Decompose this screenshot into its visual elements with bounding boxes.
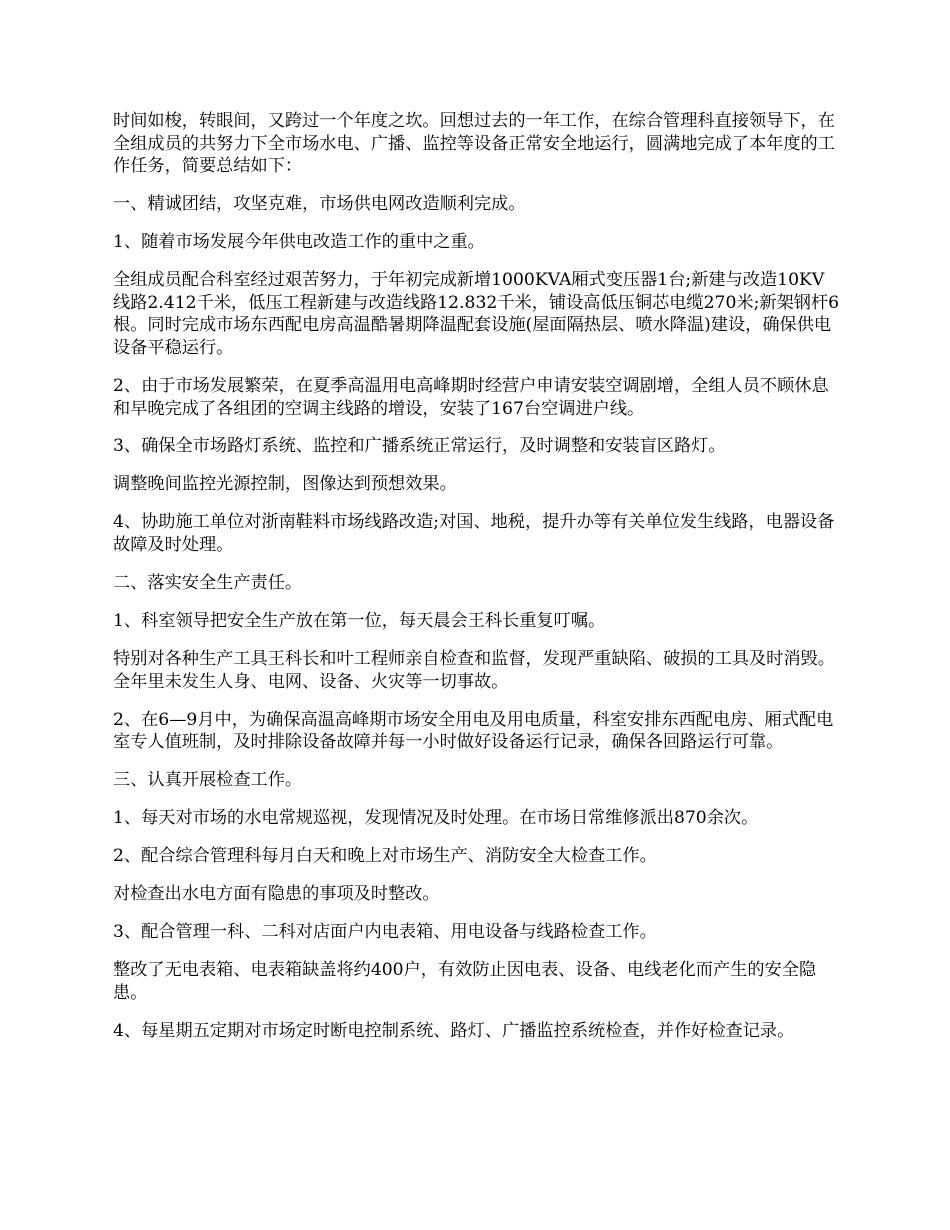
paragraph-2-2: 2、在6—9月中，为确保高温高峰期市场安全用电及用电质量，科室安排东西配电房、厢式配电室专人值班制，及时排除设备故障并每一小时做好设备运行记录，确保各回路运行可靠。 xyxy=(113,709,834,753)
paragraph-3-2: 2、配合综合管理科每月白天和晚上对市场生产、消防安全大检查工作。 xyxy=(113,846,657,867)
paragraph-1-3-detail: 调整晚间监控光源控制，图像达到预想效果。 xyxy=(113,474,457,495)
section-heading-2: 二、落实安全生产责任。 xyxy=(113,573,303,594)
paragraph-1-1-detail: 全组成员配合科室经过艰苦努力，于年初完成新增1000KVA厢式变压器1台;新建与改造10KV线路2.412千米，低压工程新建与改造线路12.832千米，铺设高低压铜芯电缆270米;新架钢杆6根。同时完成市场东西配电房高温酷暑期降温配套设施(屋面隔热层、喷水降温)建设，确保供电设备平稳运行。 xyxy=(113,270,840,358)
paragraph-2-1: 1、科室领导把安全生产放在第一位，每天晨会王科长重复叮嘱。 xyxy=(113,611,606,632)
paragraph-3-4: 4、每星期五定期对市场定时断电控制系统、路灯、广播监控系统检查，并作好检查记录。 xyxy=(113,1020,795,1041)
paragraph-3-1: 1、每天对市场的水电常规巡视，发现情况及时处理。在市场日常维修派出870余次。 xyxy=(113,808,759,829)
paragraph-intro: 时间如梭，转眼间，又跨过一个年度之坎。回想过去的一年工作，在综合管理科直接领导下，在全组成员的共努力下全市场水电、广播、监控等设备正常安全地运行，圆满地完成了本年度的工作任务，简要总结如下： xyxy=(113,111,835,177)
paragraph-1-3: 3、确保全市场路灯系统、监控和广播系统正常运行，及时调整和安装盲区路灯。 xyxy=(113,436,726,457)
paragraph-3-2-detail: 对检查出水电方面有隐患的事项及时整改。 xyxy=(113,884,440,905)
paragraph-3-3-detail: 整改了无电表箱、电表箱缺盖将约400户，有效防止因电表、设备、电线老化而产生的安全隐患。 xyxy=(113,960,817,1003)
paragraph-2-1-detail: 特别对各种生产工具王科长和叶工程师亲自检查和监督，发现严重缺陷、破损的工具及时消毁。全年里未发生人身、电网、设备、火灾等一切事故。 xyxy=(113,649,835,692)
paragraph-1-4: 4、协助施工单位对浙南鞋料市场线路改造;对国、地税，提升办等有关单位发生线路，电器设备故障及时处理。 xyxy=(113,512,835,556)
paragraph-1-2: 2、由于市场发展繁荣，在夏季高温用电高峰期时经营户申请安装空调剧增，全组人员不顾休息和早晚完成了各组团的空调主线路的增设，安装了167台空调进户线。 xyxy=(113,375,829,419)
section-heading-1: 一、精诚团结，攻坚克难，市场供电网改造顺利完成。 xyxy=(113,194,526,215)
document-body xyxy=(113,110,841,1058)
paragraph-1-1: 1、随着市场发展今年供电改造工作的重中之重。 xyxy=(113,232,485,253)
paragraph-3-3: 3、配合管理一科、二科对店面户内电表箱、用电设备与线路检查工作。 xyxy=(113,922,657,943)
section-heading-3: 三、认真开展检查工作。 xyxy=(113,770,303,791)
